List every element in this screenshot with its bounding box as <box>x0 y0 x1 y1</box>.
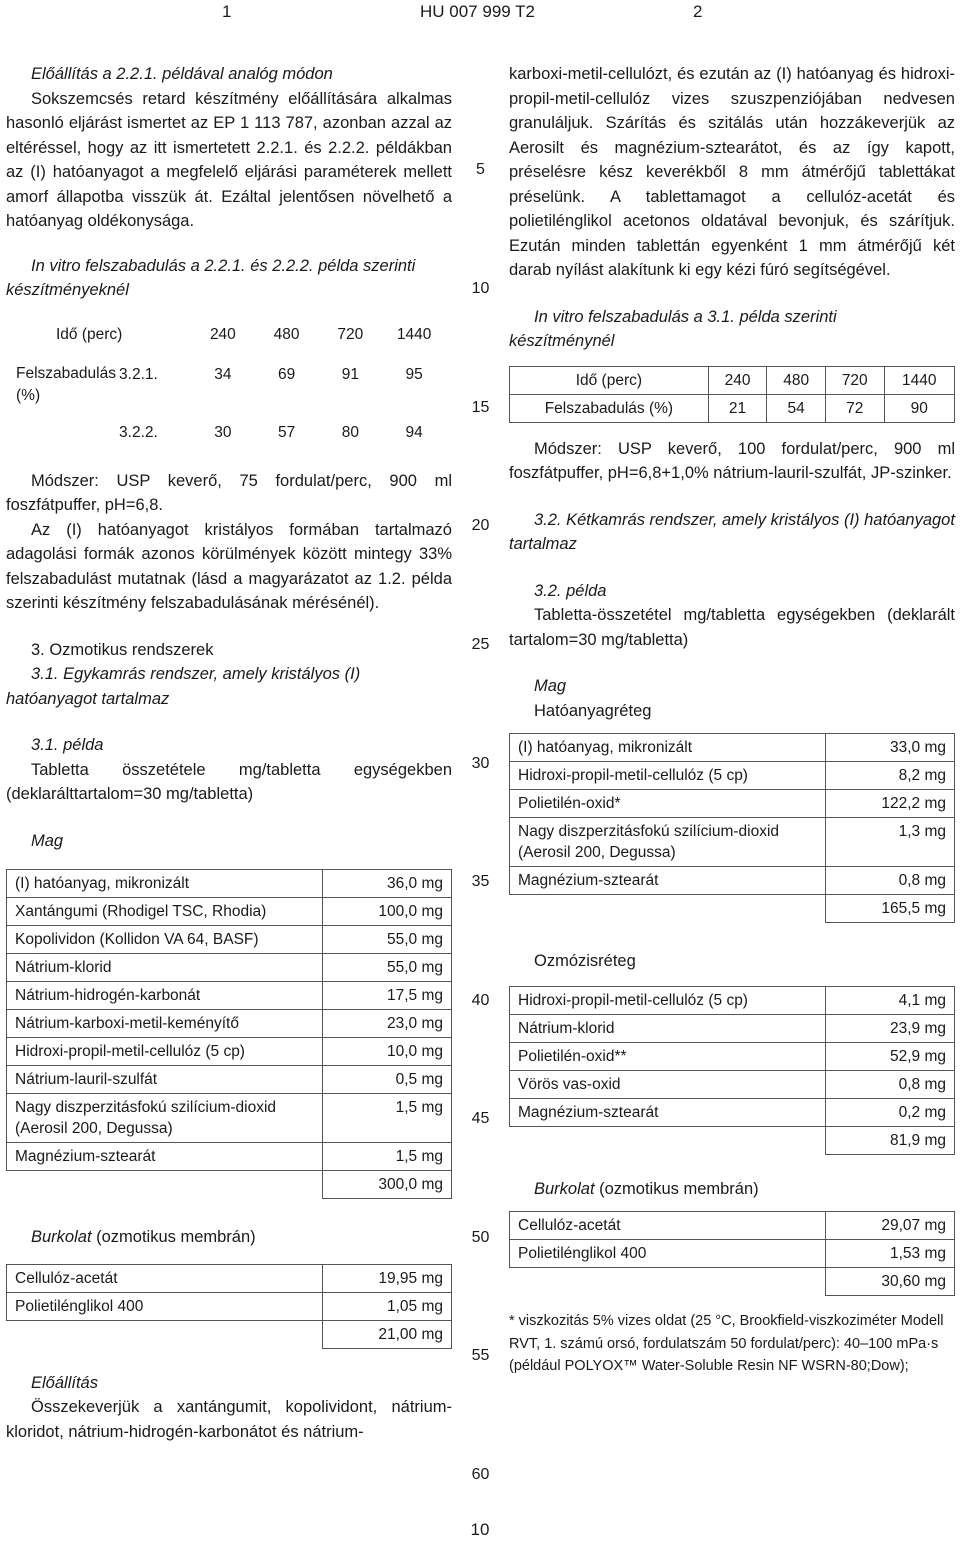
header-doc-id: HU 007 999 T2 <box>420 2 535 21</box>
table-row <box>7 982 452 1010</box>
line-number: 25 <box>471 636 490 653</box>
ingredient-name: Nátrium-klorid <box>7 954 323 982</box>
header-page-left: 1 <box>222 2 232 21</box>
line-number: 20 <box>471 517 490 534</box>
preparation-text: Összekeverjük a xantángumit, kopolividont, nátrium-kloridot, nátrium-hidrogén-karbonátot és nátrium- <box>6 1398 452 1441</box>
ingredient-amount: 1,5 mg <box>323 1143 452 1171</box>
ingredient-name: Cellulóz-acetát <box>7 1264 323 1292</box>
rel1-time: 240 <box>209 325 236 343</box>
ingredient-name: Hidroxi-propil-metil-cellulóz (5 cp) <box>510 986 826 1014</box>
ingredient-name: Polietilénglikol 400 <box>510 1240 826 1268</box>
table-row <box>510 762 955 790</box>
table-row <box>7 1264 452 1292</box>
table-row <box>7 1038 452 1066</box>
rel2-row-label: Felszabadulás (%) <box>510 394 709 422</box>
method-note-2: Módszer: USP keverő, 100 fordulat/perc, 900 ml foszfátpuffer, pH=6,8+1,0% nátrium-lauril-szulfát, JP-szinker. <box>509 439 955 482</box>
total-spacer <box>510 1268 826 1296</box>
ingredient-amount: 8,2 mg <box>826 762 955 790</box>
core-heading-2: Mag <box>534 677 567 695</box>
ingredient-name: Nagy diszperzitásfokú szilícium-dioxid (Aerosil 200, Degussa) <box>510 818 826 867</box>
line-number: 15 <box>471 399 490 416</box>
example-3-1-text: Tabletta összetétele mg/tabletta egységekben (deklarálttartalom=30 mg/tabletta) <box>6 760 452 803</box>
rel1-time: 720 <box>337 325 364 343</box>
ingredient-amount: 36,0 mg <box>323 870 452 898</box>
total-row <box>510 1268 955 1296</box>
example-3-1-title: 3.1. példa <box>31 736 104 754</box>
table-row <box>7 1292 452 1320</box>
rel1-value: 34 <box>214 365 232 383</box>
rel1-value: 95 <box>405 365 423 383</box>
rel2-time-label: Idő (perc) <box>510 366 709 394</box>
total-row <box>510 895 955 923</box>
coating-heading-rest: (ozmotikus membrán) <box>91 1228 256 1246</box>
ingredient-amount: 10,0 mg <box>323 1038 452 1066</box>
line-number: 60 <box>471 1466 490 1483</box>
ingredient-name: Hidroxi-propil-metil-cellulóz (5 cp) <box>510 762 826 790</box>
table-row <box>7 926 452 954</box>
ingredient-amount: 100,0 mg <box>323 898 452 926</box>
ingredient-name: Nagy diszperzitásfokú szilícium-dioxid (Aerosil 200, Degussa) <box>7 1094 323 1143</box>
paragraph-crystalline: Az (I) hatóanyagot kristályos formában tartalmazó adagolási formák azonos körülmények között mintegy 33% felszabadulást mutatnak (lásd a magyarázatot az 1.2. példa szerinti készítmény felszabadulásának mérésénél). <box>6 520 452 612</box>
ingredient-amount: 0,8 mg <box>826 1070 955 1098</box>
ingredient-name: Magnézium-sztearát <box>510 867 826 895</box>
total-spacer <box>510 1126 826 1154</box>
left-column <box>6 62 452 1444</box>
ingredient-amount: 1,5 mg <box>323 1094 452 1143</box>
coating-heading-2-rest: (ozmotikus membrán) <box>594 1179 759 1198</box>
rel1-time-label: Idő (perc) <box>56 325 123 343</box>
rel2-time: 480 <box>767 366 826 394</box>
rel1-value: 94 <box>405 423 423 441</box>
core-heading: Mag <box>31 831 64 850</box>
ingredient-name: (I) hatóanyag, mikronizált <box>7 870 323 898</box>
prep-analog-heading: Előállítás a 2.2.1. példával analóg módon <box>31 65 333 83</box>
table-row <box>510 1014 955 1042</box>
total-amount: 165,5 mg <box>826 895 955 923</box>
coating-heading-2-italic: Burkolat <box>534 1179 595 1198</box>
rel1-time: 1440 <box>396 325 432 343</box>
table-row <box>7 1010 452 1038</box>
ingredient-amount: 4,1 mg <box>826 986 955 1014</box>
line-number: 5 <box>476 161 485 178</box>
invitro-title-1: In vitro felszabadulás a 2.2.1. és 2.2.2. példa szerinti készítményeknél <box>6 256 416 299</box>
ingredient-amount: 1,05 mg <box>323 1292 452 1320</box>
coating-heading-2 <box>509 1177 955 1202</box>
table-row <box>510 818 955 867</box>
rel1-row-label: Felszabadulás (%) <box>16 364 116 404</box>
ingredient-amount: 1,53 mg <box>826 1240 955 1268</box>
line-number: 55 <box>471 1347 490 1364</box>
ingredient-name: (I) hatóanyag, mikronizált <box>510 734 826 762</box>
total-amount: 300,0 mg <box>323 1171 452 1199</box>
active-layer-table <box>509 733 955 923</box>
total-spacer <box>7 1320 323 1348</box>
invitro-title-2: In vitro felszabadulás a 3.1. példa szerinti készítménynél <box>509 307 837 350</box>
ingredient-name: Magnézium-sztearát <box>510 1098 826 1126</box>
rel1-time: 480 <box>273 325 300 343</box>
ingredient-amount: 29,07 mg <box>826 1212 955 1240</box>
coating-composition-table-2 <box>509 1211 955 1296</box>
ingredient-amount: 0,8 mg <box>826 867 955 895</box>
ingredient-name: Nátrium-karboxi-metil-keményítő <box>7 1010 323 1038</box>
ingredient-name: Nátrium-lauril-szulfát <box>7 1066 323 1094</box>
line-number: 40 <box>471 992 490 1009</box>
release-table-1 <box>6 323 446 459</box>
line-number: 45 <box>471 1110 490 1127</box>
table-row <box>7 1143 452 1171</box>
core-composition-table <box>6 869 452 1199</box>
rel2-value: 21 <box>708 394 767 422</box>
coating-composition-table <box>6 1264 452 1349</box>
section-osmotic: 3. Ozmotikus rendszerek <box>31 640 214 659</box>
paragraph-granulation: karboxi-metil-cellulózt, és ezután az (I) hatóanyag és hidroxi-propil-metil-cellulóz vizes szuszpenziójában nedvesen granuláljuk. Szárítás és szitálás után hozzákeverjük az Aerosilt és magnézium-sztearátot, és az így kapott, préselésre kész keverékből 8 mm átmérőjű tablettákat préselünk. A tablettamagot a cellulóz-acetát és polietilénglikol acetonos oldatával bevonjuk, és szárítjuk. Ezután minden tablettán egyenként 1 mm átmérőjű két darab nyílást alakítunk ki egy kézi fúró segítségével. <box>509 65 955 279</box>
ingredient-amount: 0,5 mg <box>323 1066 452 1094</box>
ingredient-amount: 23,9 mg <box>826 1014 955 1042</box>
total-amount: 21,00 mg <box>323 1320 452 1348</box>
rel1-sample-name: 3.2.2. <box>119 423 158 441</box>
ingredient-name: Cellulóz-acetát <box>510 1212 826 1240</box>
table-row <box>510 1070 955 1098</box>
rel1-value: 91 <box>341 365 359 383</box>
header-page-right: 2 <box>693 2 703 21</box>
table-row <box>510 790 955 818</box>
ingredient-name: Nátrium-hidrogén-karbonát <box>7 982 323 1010</box>
active-layer-heading: Hatóanyagréteg <box>534 701 652 720</box>
table-row <box>7 954 452 982</box>
ingredient-name: Nátrium-klorid <box>510 1014 826 1042</box>
ingredient-name: Hidroxi-propil-metil-cellulóz (5 cp) <box>7 1038 323 1066</box>
example-3-2-title: 3.2. példa <box>534 581 607 600</box>
ingredient-name: Kopolividon (Kollidon VA 64, BASF) <box>7 926 323 954</box>
osmotic-layer-heading: Ozmózisréteg <box>534 952 636 970</box>
line-number: 50 <box>471 1229 490 1246</box>
ingredient-amount: 122,2 mg <box>826 790 955 818</box>
ingredient-name: Polietilén-oxid* <box>510 790 826 818</box>
coating-heading-italic: Burkolat <box>31 1228 92 1246</box>
table-row <box>510 986 955 1014</box>
ingredient-amount: 55,0 mg <box>323 926 452 954</box>
ingredient-amount: 52,9 mg <box>826 1042 955 1070</box>
table-row <box>510 1042 955 1070</box>
rel2-value: 72 <box>825 394 884 422</box>
section-two-chamber: 3.2. Kétkamrás rendszer, amely kristályos (I) hatóanyagot tartalmaz <box>509 510 955 553</box>
rel1-value: 80 <box>341 423 359 441</box>
ingredient-amount: 33,0 mg <box>826 734 955 762</box>
rel2-time: 720 <box>825 366 884 394</box>
table-row <box>510 1212 955 1240</box>
line-number: 30 <box>471 755 490 772</box>
rel2-time: 1440 <box>884 366 954 394</box>
footnote-viscosity: * viszkozitás 5% vizes oldat (25 °C, Brookfield-viszkoziméter Modell RVT, 1. számú orsó, fordulatszám 50 fordulat/perc): 40–100 mPa·s (például POLYOX™ Water-Soluble Resin NF WSRN-80;Dow); <box>509 1313 944 1374</box>
table-row <box>510 867 955 895</box>
line-number: 35 <box>471 873 490 890</box>
table-row <box>510 734 955 762</box>
table-row <box>7 898 452 926</box>
line-number: 10 <box>471 280 490 297</box>
table-row <box>7 870 452 898</box>
example-3-2-text: Tabletta-összetétel mg/tabletta egységekben (deklarált tartalom=30 mg/tabletta) <box>509 606 955 649</box>
table-row <box>510 1240 955 1268</box>
total-row <box>510 1126 955 1154</box>
ingredient-amount: 23,0 mg <box>323 1010 452 1038</box>
rel2-time: 240 <box>708 366 767 394</box>
ingredient-amount: 55,0 mg <box>323 954 452 982</box>
ingredient-name: Magnézium-sztearát <box>7 1143 323 1171</box>
total-spacer <box>7 1171 323 1199</box>
total-spacer <box>510 895 826 923</box>
total-row <box>7 1171 452 1199</box>
total-amount: 30,60 mg <box>826 1268 955 1296</box>
table-row <box>7 1066 452 1094</box>
table-row <box>510 1098 955 1126</box>
paragraph-multiparticulate: Sokszemcsés retard készítmény előállítására alkalmas hasonló eljárást ismertet az EP 1 113 787, azonban azzal az eltéréssel, hogy az itt ismertetett 2.2.1. és 2.2.2. példákban az (I) hatóanyagot a megfelelő eljárási paraméterek mellett amorf állapotba visszük át. Ezáltal jelentősen növelhető a hatóanyag oldékonysága. <box>6 89 452 230</box>
page-number: 10 <box>470 1520 490 1539</box>
osmotic-layer-table <box>509 986 955 1155</box>
ingredient-amount: 0,2 mg <box>826 1098 955 1126</box>
rel1-value: 69 <box>277 365 296 383</box>
right-column <box>509 62 955 1378</box>
section-single-chamber: 3.1. Egykamrás rendszer, amely kristályos (I) hatóanyagot tartalmaz <box>6 665 361 708</box>
ingredient-amount: 17,5 mg <box>323 982 452 1010</box>
ingredient-name: Polietilén-oxid** <box>510 1042 826 1070</box>
ingredient-name: Vörös vas-oxid <box>510 1070 826 1098</box>
preparation-title: Előállítás <box>31 1373 98 1392</box>
rel1-sample-name: 3.2.1. <box>119 365 158 383</box>
ingredient-name: Polietilénglikol 400 <box>7 1292 323 1320</box>
release-table-2 <box>509 366 955 423</box>
coating-heading <box>6 1225 452 1250</box>
total-amount: 81,9 mg <box>826 1126 955 1154</box>
ingredient-amount: 1,3 mg <box>826 818 955 867</box>
rel1-value: 57 <box>277 423 296 441</box>
table-row <box>7 1094 452 1143</box>
ingredient-amount: 19,95 mg <box>323 1264 452 1292</box>
rel1-value: 30 <box>214 423 232 441</box>
rel2-value: 54 <box>767 394 826 422</box>
method-note-1: Módszer: USP keverő, 75 fordulat/perc, 900 ml foszfátpuffer, pH=6,8. <box>6 471 452 514</box>
rel2-value: 90 <box>884 394 954 422</box>
ingredient-name: Xantángumi (Rhodigel TSC, Rhodia) <box>7 898 323 926</box>
total-row <box>7 1320 452 1348</box>
